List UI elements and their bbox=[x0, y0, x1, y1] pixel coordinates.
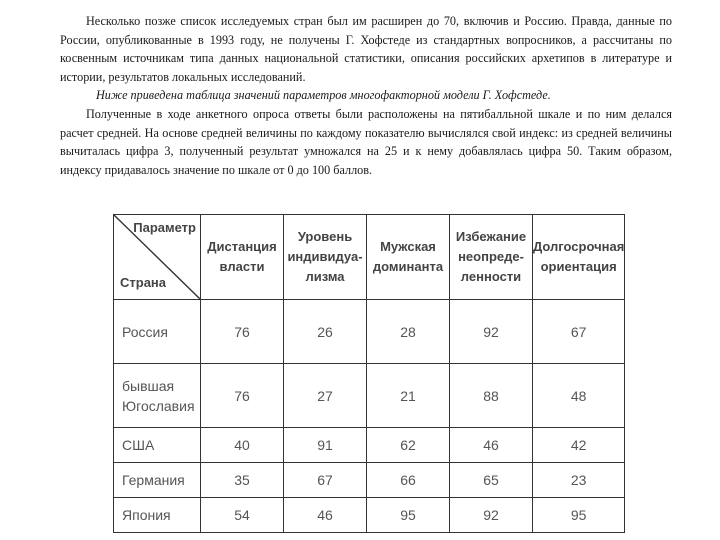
table-row bbox=[114, 463, 625, 498]
value-cell: 28 bbox=[367, 300, 450, 364]
table-caption: Ниже приведена таблица значений параметров многофакторной модели Г. Хофстеде. bbox=[96, 88, 551, 103]
corner-header-cell bbox=[114, 215, 201, 300]
column-header-individualism: Уровень индивидуа-лизма bbox=[284, 215, 367, 300]
corner-param-label: Параметр bbox=[133, 220, 196, 235]
value-cell: 95 bbox=[533, 498, 625, 533]
value-cell: 76 bbox=[201, 364, 284, 428]
corner-country-label: Страна bbox=[120, 275, 167, 290]
row-country-cell: США bbox=[114, 428, 201, 463]
value-cell: 42 bbox=[533, 428, 625, 463]
value-cell: 23 bbox=[533, 463, 625, 498]
value-cell: 67 bbox=[533, 300, 625, 364]
table-row bbox=[114, 300, 625, 364]
value-cell: 67 bbox=[284, 463, 367, 498]
paragraph-russia-data: Несколько позже список исследуемых стран был им расширен до 70, включив и Россию. Правда, данные по России, опубликованные в 1993 году, не получены Г. Хофстеде из стандартных вопросников, а рассчитаны по косвенным источникам типа данных национальной статистики, описания российских архетипов в литературе и истории, результатов локальных исследований. bbox=[60, 14, 672, 84]
value-cell: 21 bbox=[367, 364, 450, 428]
value-cell: 92 bbox=[450, 300, 533, 364]
value-cell: 54 bbox=[201, 498, 284, 533]
value-cell: 76 bbox=[201, 300, 284, 364]
table-row bbox=[114, 498, 625, 533]
table-header-row bbox=[114, 215, 625, 300]
value-cell: 65 bbox=[450, 463, 533, 498]
hofstede-table-wrapper bbox=[113, 214, 625, 533]
value-cell: 95 bbox=[367, 498, 450, 533]
row-country-cell: бывшая Югославия bbox=[114, 364, 201, 428]
table-row bbox=[114, 428, 625, 463]
value-cell: 48 bbox=[533, 364, 625, 428]
column-header-masculinity: Мужская доминанта bbox=[367, 215, 450, 300]
value-cell: 91 bbox=[284, 428, 367, 463]
row-country-cell: Германия bbox=[114, 463, 201, 498]
value-cell: 88 bbox=[450, 364, 533, 428]
column-header-long-term-orientation: Долгосрочная ориентация bbox=[533, 215, 625, 300]
hofstede-table bbox=[113, 214, 625, 533]
value-cell: 66 bbox=[367, 463, 450, 498]
value-cell: 46 bbox=[284, 498, 367, 533]
column-header-power-distance: Дистанция власти bbox=[201, 215, 284, 300]
row-country-cell: Россия bbox=[114, 300, 201, 364]
value-cell: 35 bbox=[201, 463, 284, 498]
value-cell: 46 bbox=[450, 428, 533, 463]
column-header-uncertainty-avoidance: Избежание неопреде-ленности bbox=[450, 215, 533, 300]
value-cell: 27 bbox=[284, 364, 367, 428]
value-cell: 26 bbox=[284, 300, 367, 364]
paragraph-methodology: Полученные в ходе анкетного опроса ответы были расположены на пятибалльной шкале и по ним делался расчет средней. На основе средней величины по каждому показателю вычислялся свой индекс: из средней величины вычиталась цифра 3, полученный результат умножался на 25 и к нему добавлялась цифра 50. Таким образом, индексу придавалось значение по шкале от 0 до 100 баллов. bbox=[60, 106, 672, 177]
body-text bbox=[60, 12, 672, 179]
value-cell: 62 bbox=[367, 428, 450, 463]
value-cell: 92 bbox=[450, 498, 533, 533]
table-row bbox=[114, 364, 625, 428]
value-cell: 40 bbox=[201, 428, 284, 463]
row-country-cell: Япония bbox=[114, 498, 201, 533]
